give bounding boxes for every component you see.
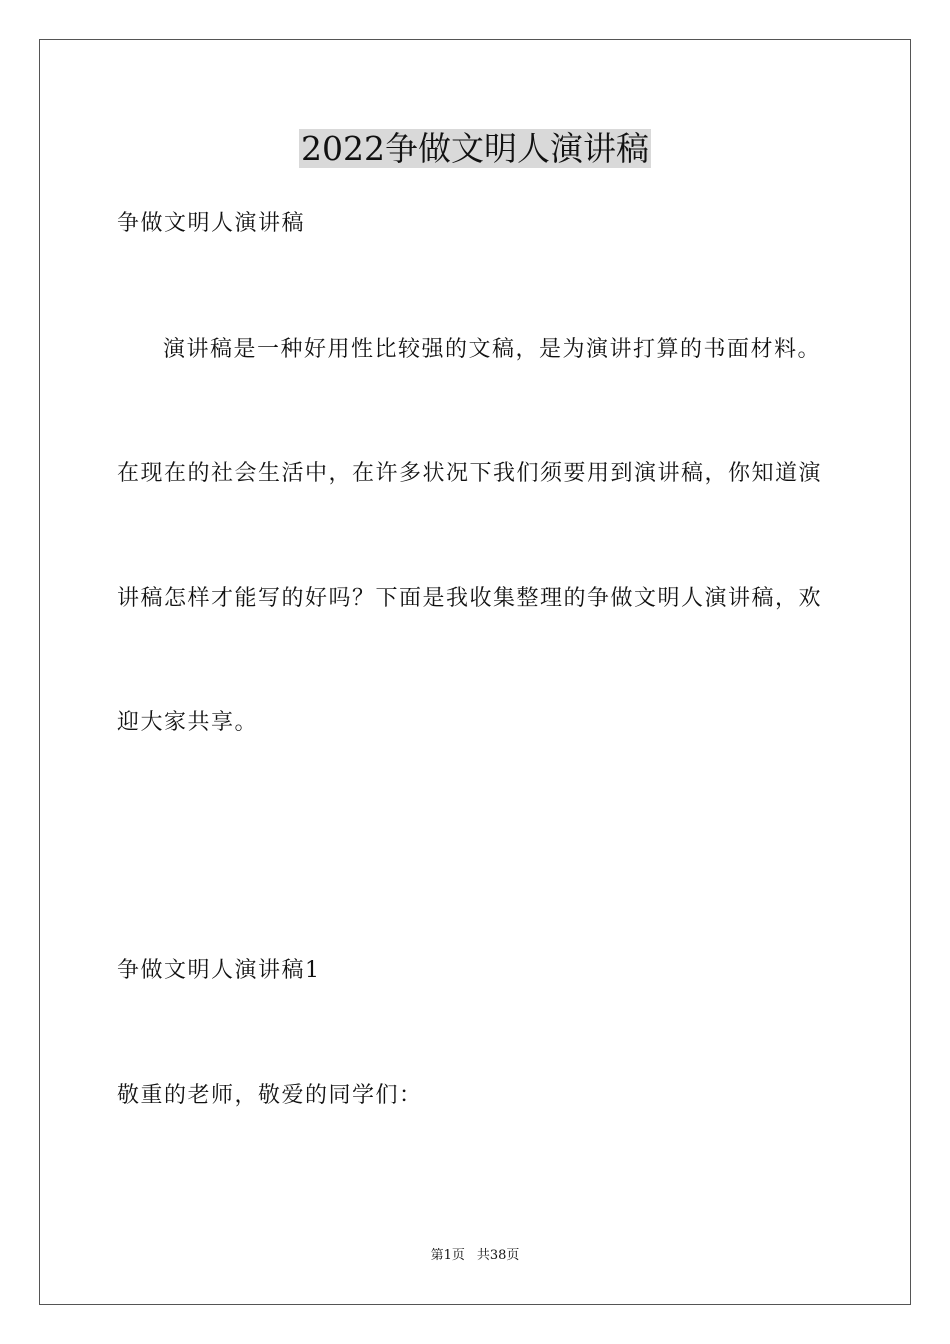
document-title-text: 2022争做文明人演讲稿	[301, 129, 649, 168]
page-number: 第1页	[430, 1248, 465, 1263]
document-subtitle: 争做文明人演讲稿	[117, 211, 306, 236]
page-total: 共38页	[476, 1248, 520, 1263]
section-heading: 争做文明人演讲稿1	[117, 958, 321, 983]
intro-line-4: 迎大家共享。	[117, 710, 259, 735]
page-footer	[0, 1247, 950, 1265]
intro-line-2: 在现在的社会生活中，在许多状况下我们须要用到演讲稿，你知道演	[117, 461, 823, 486]
intro-line-3: 讲稿怎样才能写的好吗？下面是我收集整理的争做文明人演讲稿，欢	[117, 586, 823, 611]
salutation: 敬重的老师，敬爱的同学们：	[117, 1083, 423, 1108]
intro-line-1: 演讲稿是一种好用性比较强的文稿，是为演讲打算的书面材料。	[163, 337, 822, 362]
document-title	[0, 126, 950, 172]
